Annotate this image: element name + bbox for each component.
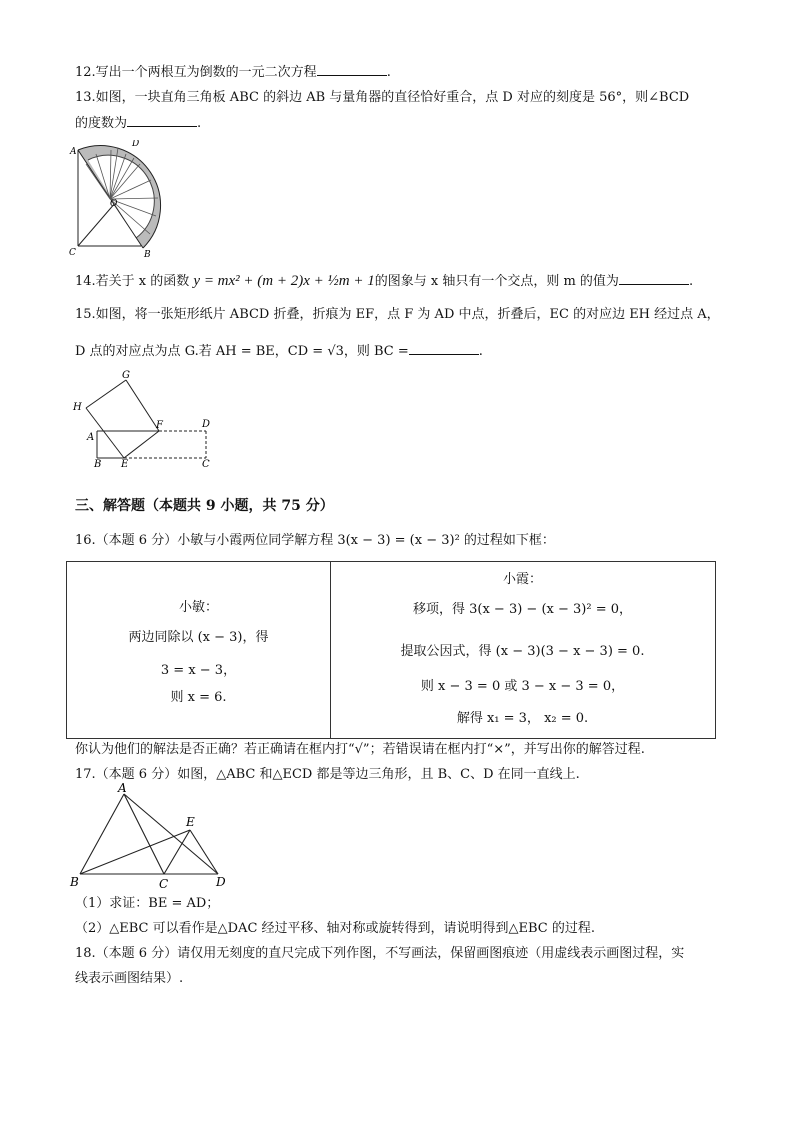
q14-formula: y = mx² + (m + 2)x + ½m + 1 [193, 273, 375, 289]
xiaoxia-step2: 提取公因式，得 (x − 3)(3 − x − 3) = 0. [400, 644, 645, 659]
q13-text2: 的度数为 [75, 116, 128, 131]
q15-fold-figure [66, 368, 226, 468]
q14-blank [619, 272, 689, 285]
q15-tail: . [478, 344, 483, 359]
q12-text: 12.写出一个两根互为倒数的一元二次方程 [75, 65, 317, 80]
q17-triangles-figure [66, 782, 236, 892]
q15-label-g: G [122, 370, 130, 381]
xiaomin-step2: 3 = x − 3， [160, 663, 237, 678]
q15-label-b: B [94, 459, 102, 468]
xiaoxia-step1: 移项，得 3(x − 3) − (x − 3)² = 0， [412, 602, 632, 617]
q15-line1: 15.如图，将一张矩形纸片 ABCD 折叠，折痕为 EF，点 F 为 AD 中点，折叠后，EC 的对应边 EH 经过点 A， [75, 307, 720, 322]
q16-solutions-box [66, 561, 716, 739]
q13-label-a: A [70, 147, 77, 157]
q13-label-b: B [144, 250, 151, 260]
q17-part1: （1）求证：BE = AD； [75, 896, 220, 911]
q15-label-a: A [87, 432, 95, 443]
q13-line2 [75, 114, 201, 133]
q13-label-d: D [132, 140, 140, 149]
q18-line1: 18.（本题 6 分）请仅用无刻度的直尺完成下列作图，不写画法，保留画图痕迹（用虚线表示画图过程，实 [75, 946, 685, 961]
q17-part2: （2）△EBC 可以看作是△DAC 经过平移、轴对称或旋转得到，请说明得到△EBC 的过程. [75, 921, 596, 936]
q16-question: 你认为他们的解法是否正确？若正确请在框内打“√”；若错误请在框内打“×”，并写出你的解答过程. [75, 742, 645, 757]
xiaomin-name: 小敏： [178, 600, 218, 615]
section3-heading: 三、解答题（本题共 9 小题，共 75 分） [75, 498, 334, 514]
q17-label-e: E [186, 815, 195, 829]
q13-protractor-figure [66, 140, 196, 260]
q17-label-a: A [118, 782, 127, 795]
q15-label-e: E [121, 459, 129, 468]
q13-tail: . [197, 116, 202, 131]
q18-line2: 线表示画图结果）. [75, 971, 184, 986]
q15-label-c: C [202, 459, 210, 468]
q15-line2 [75, 342, 483, 361]
q15-label-h: H [73, 402, 82, 413]
q17-label-c: C [159, 877, 169, 891]
xiaomin-step3: 则 x = 6. [170, 690, 227, 705]
q14-tail: . [688, 274, 694, 289]
q13-label-c: C [69, 248, 76, 258]
q14-post: 的图象与 x 轴只有一个交点，则 m 的值为 [374, 274, 619, 289]
xiaoxia-step3: 则 x − 3 = 0 或 3 − x − 3 = 0， [420, 679, 625, 694]
q12-blank [317, 63, 387, 76]
q12-tail: . [386, 65, 391, 80]
q15-blank [409, 342, 479, 355]
xiaoxia-step4: 解得 x₁ = 3， x₂ = 0. [456, 711, 589, 726]
q15-label-f: F [156, 420, 163, 431]
q14-line [75, 272, 693, 291]
q17-label-d: D [216, 875, 226, 889]
q15-label-d: D [202, 419, 211, 430]
q13-blank [127, 114, 197, 127]
q17-label-b: B [70, 875, 79, 889]
q17-intro: 17.（本题 6 分）如图，△ABC 和△ECD 都是等边三角形，且 B、C、D 在同一直线上. [75, 767, 580, 782]
q12-line [75, 63, 391, 82]
q16-intro: 16.（本题 6 分）小敏与小霞两位同学解方程 3(x − 3) = (x − 3)² 的过程如下框： [75, 533, 555, 548]
q15-text2: D 点的对应点为点 G.若 AH = BE，CD = √3，则 BC = [75, 344, 409, 359]
xiaoxia-name: 小霞： [502, 572, 542, 587]
q13-label-o: O [110, 199, 118, 209]
q14-pre: 14.若关于 x 的函数 [75, 274, 194, 289]
q13-line1: 13.如图，一块直角三角板 ABC 的斜边 AB 与量角器的直径恰好重合，点 D 对应的刻度是 56°，则∠BCD [75, 90, 690, 105]
xiaomin-step1: 两边同除以 (x − 3)，得 [128, 630, 269, 645]
